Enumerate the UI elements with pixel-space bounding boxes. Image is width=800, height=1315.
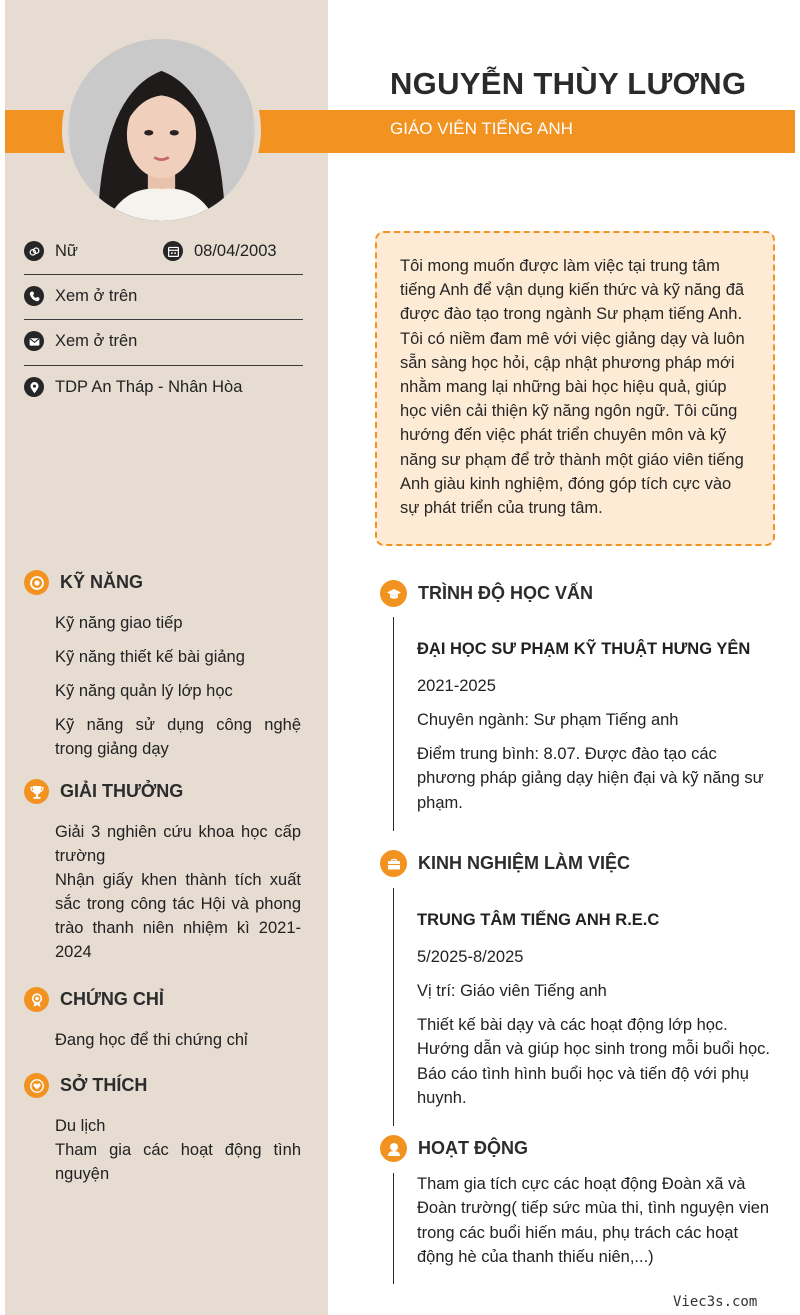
education-title: TRÌNH ĐỘ HỌC VẤN (418, 583, 593, 603)
trophy-icon (24, 779, 49, 804)
watermark: Viec3s.com (673, 1294, 758, 1310)
experience-title: KINH NGHIỆM LÀM VIỆC (418, 853, 631, 873)
activities-title: HOẠT ĐỘNG (418, 1138, 528, 1158)
education-major: Chuyên ngành: Sư phạm Tiếng anh (417, 711, 679, 729)
address-row (24, 373, 242, 401)
skill-item: Kỹ năng giao tiếp (55, 614, 183, 632)
gender-row (24, 237, 78, 265)
award-item: Nhận giấy khen thành tích xuất sắc trong công tác Hội và phong trào thanh niên nhiệm kì 2021-2024 (55, 871, 301, 961)
experience-period: 5/2025-8/2025 (417, 948, 524, 966)
hobbies-title: SỞ THÍCH (60, 1075, 148, 1095)
graduation-cap-icon (380, 580, 407, 607)
avatar (68, 39, 255, 221)
medal-icon (24, 987, 49, 1012)
phone-icon (24, 286, 44, 306)
certificates-title: CHỨNG CHỈ (60, 989, 164, 1009)
skills-heading (24, 570, 143, 595)
phone-value: Xem ở trên (55, 286, 138, 305)
career-objective-box (375, 231, 775, 546)
hobby-item: Du lịch (55, 1117, 106, 1135)
target-icon (24, 570, 49, 595)
hobby-item: Tham gia các hoạt động tình nguyện (55, 1141, 301, 1183)
divider (24, 319, 303, 320)
awards-list (55, 820, 301, 964)
hobbies-list (55, 1114, 301, 1186)
education-details: Điểm trung bình: 8.07. Được đào tạo các phương pháp giảng dạy hiện đại và kỹ năng sư phạm. (417, 745, 764, 812)
certificates-list (55, 1028, 301, 1052)
location-pin-icon (24, 377, 44, 397)
hobbies-heading (24, 1073, 147, 1098)
awards-heading (24, 779, 183, 804)
skills-title: KỸ NĂNG (60, 572, 144, 592)
phone-row (24, 282, 137, 310)
experience-details: Thiết kế bài dạy và các hoạt động lớp học. Hướng dẫn và giúp học sinh trong mỗi buổi học. Báo cáo tình hình buổi học và tiến độ với phụ huynh. (417, 1016, 770, 1108)
awards-title: GIẢI THƯỞNG (60, 781, 184, 801)
people-icon (380, 1135, 407, 1162)
birthdate-row (163, 237, 277, 265)
education-period: 2021-2025 (417, 677, 496, 695)
profile-photo (62, 33, 261, 227)
skill-item: Kỹ năng thiết kế bài giảng (55, 648, 245, 666)
gender-icon (24, 241, 44, 261)
award-item: Giải 3 nghiên cứu khoa học cấp trường (55, 823, 301, 865)
job-title: GIÁO VIÊN TIẾNG ANH (390, 119, 573, 138)
briefcase-icon (380, 850, 407, 877)
gender-value: Nữ (55, 241, 78, 260)
career-objective-text: Tôi mong muốn được làm việc tại trung tâm tiếng Anh để vận dụng kiến thức và kỹ năng đã được đào tạo trong ngành Sư phạm tiếng Anh. Tôi có niềm đam mê với việc giảng dạy và luôn sẵn sàng học hỏi, cập nhật phương pháp mới nhằm mang lại những bài học hiệu quả, giúp học viên cải thiện kỹ năng ngôn ngữ. Tôi cũng hướng đến việc phát triển chuyên môn và kỹ năng sư phạm để trở thành một giáo viên tiếng Anh giàu kinh nghiệm, đóng góp tích cực vào sự phát triển của trung tâm. (400, 257, 745, 518)
divider (24, 365, 303, 366)
email-value: Xem ở trên (55, 331, 138, 350)
company-name: TRUNG TÂM TIẾNG ANH R.E.C (417, 911, 660, 929)
experience-position: Vị trí: Giáo viên Tiếng anh (417, 982, 607, 1000)
timeline-line (393, 1173, 394, 1284)
email-icon (24, 331, 44, 351)
activities-details: Tham gia tích cực các hoạt động Đoàn xã và Đoàn trường( tiếp sức mùa thi, tình nguyện vien trong các buổi hiến máu, phụ trách các hoạt động hè của thanh thiếu niên,...) (417, 1175, 770, 1267)
calendar-icon (163, 241, 183, 261)
activities-heading (380, 1135, 528, 1162)
candidate-name: NGUYỄN THÙY LƯƠNG (390, 66, 747, 101)
address-value: TDP An Tháp - Nhân Hòa (55, 377, 243, 396)
experience-heading (380, 850, 630, 877)
birthdate-value: 08/04/2003 (194, 241, 277, 260)
email-row (24, 327, 137, 355)
certificate-item: Đang học để thi chứng chỉ (55, 1031, 248, 1049)
timeline-line (393, 888, 394, 1126)
certificates-heading (24, 987, 164, 1012)
skills-list (55, 611, 301, 761)
divider (24, 274, 303, 275)
skill-item: Kỹ năng quản lý lớp học (55, 682, 233, 700)
timeline-line (393, 617, 394, 831)
education-heading (380, 580, 593, 607)
school-name: ĐẠI HỌC SƯ PHẠM KỸ THUẬT HƯNG YÊN (417, 640, 751, 658)
heart-icon (24, 1073, 49, 1098)
skill-item: Kỹ năng sử dụng công nghệ trong giảng dạy (55, 716, 301, 758)
